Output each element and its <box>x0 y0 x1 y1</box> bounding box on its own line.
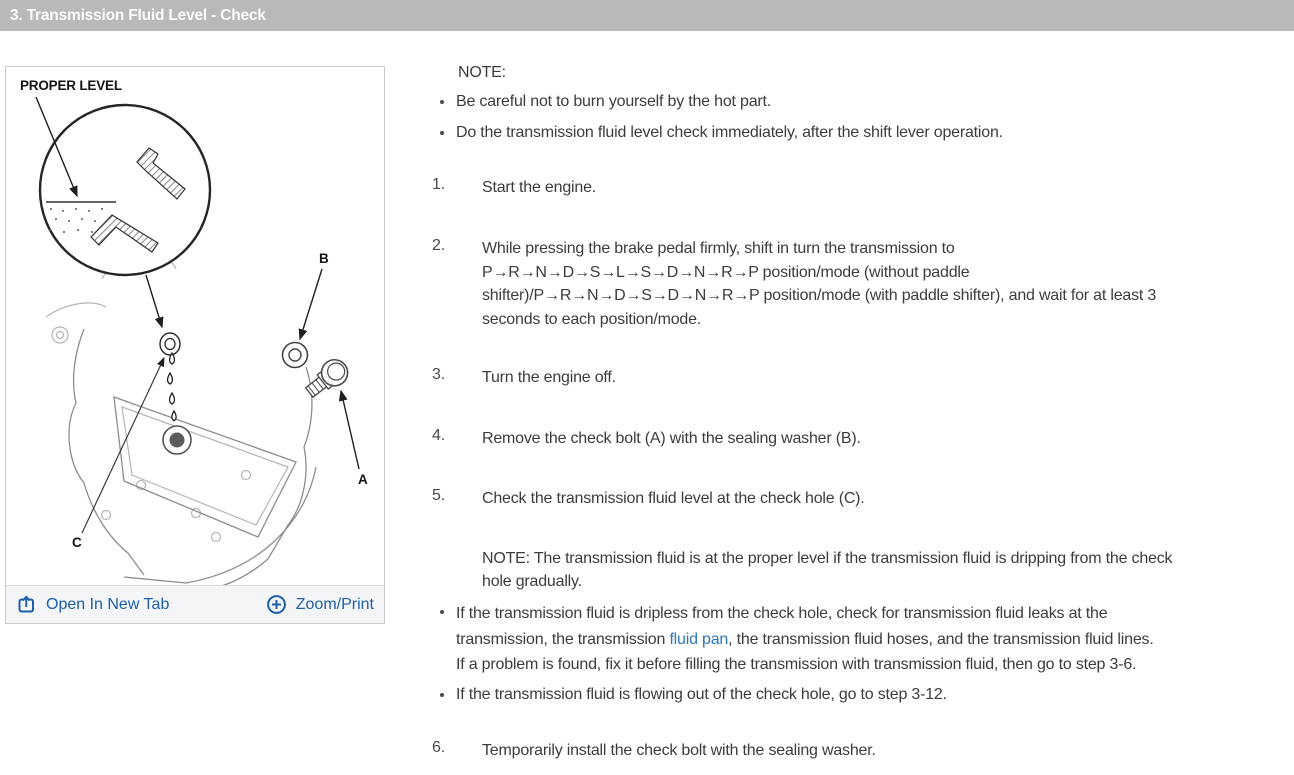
open-in-new-tab-button[interactable] <box>16 594 169 615</box>
open-in-new-tab-label: Open In New Tab <box>46 595 170 613</box>
inset-pointer-arrow <box>146 275 162 327</box>
figure-panel <box>5 66 385 624</box>
note-bullet-item <box>440 91 771 112</box>
open-in-new-tab-icon <box>16 594 37 615</box>
bullet-text: Be careful not to burn yourself by the hot part. <box>456 93 772 110</box>
fluid-pan-link[interactable]: fluid pan <box>669 630 729 648</box>
note-heading: NOTE: <box>458 64 506 81</box>
text-segment: If the transmission fluid is dripless from the check hole, check for transmission fluid leaks at the transmission, the transmission <box>456 605 1108 648</box>
callout-b-arrow <box>300 269 322 339</box>
fluid-drops <box>168 353 177 421</box>
step-number: 4. <box>432 427 445 444</box>
bullet-icon <box>440 100 444 104</box>
result-bullet-item <box>440 684 947 705</box>
step-text: Remove the check bolt (A) with the sealing washer (B). <box>482 430 861 447</box>
zoom-plus-icon <box>266 594 287 615</box>
step-item <box>432 487 1290 511</box>
bullet-icon <box>440 693 444 697</box>
note-paragraph: NOTE: The transmission fluid is at the proper level if the transmission fluid is dripping from the check hole gradually. <box>482 550 1173 590</box>
bullet-text <box>456 601 1274 678</box>
step-item <box>432 237 1290 331</box>
figure-toolbar <box>6 585 384 623</box>
check-hole <box>160 333 180 355</box>
callout-a-arrow <box>341 391 359 469</box>
step-item <box>432 366 1290 390</box>
step-text: Check the transmission fluid level at the check hole (C). <box>482 490 865 507</box>
zoom-print-button[interactable] <box>266 594 374 615</box>
step-item <box>432 176 1290 200</box>
section-header <box>0 0 1294 31</box>
bullet-text: Do the transmission fluid level check immediately, after the shift lever operation. <box>456 124 1003 141</box>
drain-plug <box>163 426 191 454</box>
case-edges <box>69 329 316 586</box>
callout-a: A <box>358 472 368 487</box>
text-segment: , the transmission fluid hoses, and the transmission fluid lines. If a problem is found, fix it before filling the transmission with transmission fluid, then go to step 3-6. <box>456 630 1154 673</box>
step-text: Turn the engine off. <box>482 369 616 386</box>
callout-c-arrow <box>82 358 164 533</box>
callout-b: B <box>319 251 329 266</box>
sealing-washer <box>283 343 308 368</box>
callout-c: C <box>72 535 82 550</box>
bullet-icon <box>440 131 444 135</box>
note-bullet-item <box>440 122 1003 143</box>
step-text: While pressing the brake pedal firmly, shift in turn the transmission to P→R→N→D→S→L→S→D→N→R→P position/mode (without paddle shifter)/P→R→N→D→S→D→N→R→P position/mode (with paddle shifter), and wait for at least 3 seconds to each position/mode. <box>482 240 1157 328</box>
step-text: Temporarily install the check bolt with the sealing washer. <box>482 742 876 759</box>
step-number: 3. <box>432 366 445 383</box>
bullet-icon <box>440 610 444 614</box>
step-item <box>432 427 1290 451</box>
step-number: 2. <box>432 237 445 254</box>
result-bullet-item <box>440 601 1274 678</box>
transmission-diagram <box>6 67 384 586</box>
step-item <box>432 739 1290 763</box>
page-title: 3. Transmission Fluid Level - Check <box>10 7 266 24</box>
bullet-text: If the transmission fluid is flowing out of the check hole, go to step 3-12. <box>456 686 947 703</box>
step-number: 5. <box>432 487 445 504</box>
step-number: 6. <box>432 739 445 756</box>
step-number: 1. <box>432 176 445 193</box>
step-text: Start the engine. <box>482 179 597 196</box>
proper-level-label: PROPER LEVEL <box>20 78 122 93</box>
zoom-print-label: Zoom/Print <box>295 595 374 613</box>
